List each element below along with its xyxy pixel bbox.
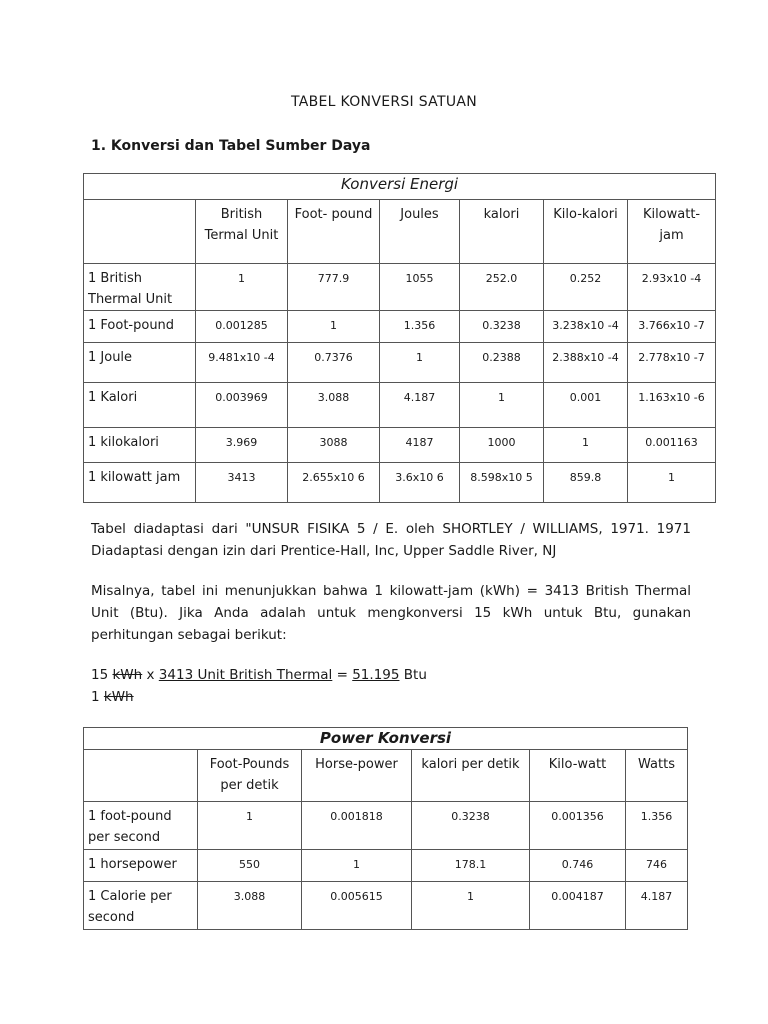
table-cell: 3.6x10 6 xyxy=(380,463,460,503)
table-cell: 0.2388 xyxy=(460,343,544,383)
table-cell: 4.187 xyxy=(380,383,460,428)
table-cell: 0.001285 xyxy=(196,311,288,343)
table-cell: 0.3238 xyxy=(412,802,530,850)
energy-conversion-table xyxy=(83,173,716,503)
table-cell: 0.003969 xyxy=(196,383,288,428)
table-cell: 746 xyxy=(626,850,688,882)
calc-equals: = xyxy=(332,667,353,683)
row-label: 1 foot-pound per second xyxy=(84,802,198,850)
table-cell: 1 xyxy=(302,850,412,882)
table-cell: 0.001163 xyxy=(628,428,716,463)
table-cell: 3.088 xyxy=(288,383,380,428)
table-cell: 1055 xyxy=(380,264,460,311)
row-label: 1 kilowatt jam xyxy=(84,463,196,503)
calc-numerator: 3413 Unit British Thermal xyxy=(158,667,333,683)
table-cell: 2.93x10 -4 xyxy=(628,264,716,311)
table-row xyxy=(84,383,716,428)
calc-times: x xyxy=(142,667,159,683)
energy-header-cell: British Termal Unit xyxy=(196,200,288,264)
document-title: TABEL KONVERSI SATUAN xyxy=(290,94,478,110)
energy-header-cell: Foot- pound xyxy=(288,200,380,264)
table-cell: 1 xyxy=(460,383,544,428)
calc-prefix-2: 1 xyxy=(91,689,104,705)
power-conversion-table xyxy=(83,727,688,930)
power-header-cell: kalori per detik xyxy=(412,750,530,802)
calculation-line-2 xyxy=(91,686,134,708)
row-label: 1 Calorie per second xyxy=(84,882,198,930)
table-cell: 1.163x10 -6 xyxy=(628,383,716,428)
energy-table-caption: Konversi Energi xyxy=(84,174,716,200)
table-cell: 2.778x10 -7 xyxy=(628,343,716,383)
table-cell: 178.1 xyxy=(412,850,530,882)
table-cell: 859.8 xyxy=(544,463,628,503)
table-cell: 1 xyxy=(628,463,716,503)
table-cell: 1 xyxy=(380,343,460,383)
table-cell: 550 xyxy=(198,850,302,882)
table-cell: 0.7376 xyxy=(288,343,380,383)
row-label: 1 Kalori xyxy=(84,383,196,428)
energy-header-cell: kalori xyxy=(460,200,544,264)
row-label: 1 British Thermal Unit xyxy=(84,264,196,311)
table-cell: 1 xyxy=(196,264,288,311)
table-cell: 0.005615 xyxy=(302,882,412,930)
row-label: 1 horsepower xyxy=(84,850,198,882)
table-row xyxy=(84,311,716,343)
row-label: 1 kilokalori xyxy=(84,428,196,463)
calc-unit: Btu xyxy=(399,667,427,683)
table-cell: 0.3238 xyxy=(460,311,544,343)
table-cell: 8.598x10 5 xyxy=(460,463,544,503)
energy-header-cell xyxy=(84,200,196,264)
power-header-cell: Foot-Pounds per detik xyxy=(198,750,302,802)
table-cell: 1 xyxy=(412,882,530,930)
table-row xyxy=(84,802,688,850)
table-cell: 0.746 xyxy=(530,850,626,882)
table-row xyxy=(84,882,688,930)
table-cell: 252.0 xyxy=(460,264,544,311)
table-row xyxy=(84,463,716,503)
energy-header-cell: Kilowatt-jam xyxy=(628,200,716,264)
table-cell: 0.001818 xyxy=(302,802,412,850)
power-header-cell: Watts xyxy=(626,750,688,802)
power-header-cell xyxy=(84,750,198,802)
calc-kwh-denominator: kWh xyxy=(103,689,134,705)
table-cell: 3.969 xyxy=(196,428,288,463)
table-cell: 4187 xyxy=(380,428,460,463)
table-cell: 4.187 xyxy=(626,882,688,930)
table-row xyxy=(84,264,716,311)
table-cell: 1 xyxy=(544,428,628,463)
table-cell: 0.001 xyxy=(544,383,628,428)
section-heading: 1. Konversi dan Tabel Sumber Daya xyxy=(91,138,371,154)
row-label: 1 Joule xyxy=(84,343,196,383)
energy-header-cell: Joules xyxy=(380,200,460,264)
table-cell: 3088 xyxy=(288,428,380,463)
power-header-cell: Kilo-watt xyxy=(530,750,626,802)
table-cell: 1 xyxy=(288,311,380,343)
energy-header-cell: Kilo-kalori xyxy=(544,200,628,264)
calc-result: 51.195 xyxy=(352,667,400,683)
power-header-cell: Horse-power xyxy=(302,750,412,802)
table-cell: 3.238x10 -4 xyxy=(544,311,628,343)
example-paragraph: Misalnya, tabel ini menunjukkan bahwa 1 kilowatt-jam (kWh) = 3413 British Thermal Unit (Btu). Jika Anda adalah untuk mengkonversi 15 kWh untuk Btu, gunakan perhitungan sebagai berikut: xyxy=(91,583,691,643)
table-cell: 1.356 xyxy=(380,311,460,343)
source-note: Tabel diadaptasi dari "UNSUR FISIKA 5 / E. oleh SHORTLEY / WILLIAMS, 1971. 1971 Diadaptasi dengan izin dari Prentice-Hall, Inc, Upper Saddle River, NJ xyxy=(91,521,691,559)
table-cell: 2.655x10 6 xyxy=(288,463,380,503)
table-cell: 0.252 xyxy=(544,264,628,311)
table-cell: 1000 xyxy=(460,428,544,463)
table-cell: 1 xyxy=(198,802,302,850)
table-row xyxy=(84,343,716,383)
table-cell: 3.088 xyxy=(198,882,302,930)
table-cell: 1.356 xyxy=(626,802,688,850)
table-cell: 0.004187 xyxy=(530,882,626,930)
table-cell: 777.9 xyxy=(288,264,380,311)
table-row xyxy=(84,428,716,463)
calc-prefix: 15 xyxy=(91,667,113,683)
table-cell: 3.766x10 -7 xyxy=(628,311,716,343)
calculation-line-1 xyxy=(91,664,427,686)
table-cell: 2.388x10 -4 xyxy=(544,343,628,383)
table-cell: 3413 xyxy=(196,463,288,503)
table-cell: 9.481x10 -4 xyxy=(196,343,288,383)
table-cell: 0.001356 xyxy=(530,802,626,850)
row-label: 1 Foot-pound xyxy=(84,311,196,343)
table-row xyxy=(84,850,688,882)
calc-kwh-cancelled: kWh xyxy=(112,667,143,683)
power-table-caption: Power Konversi xyxy=(84,728,688,750)
